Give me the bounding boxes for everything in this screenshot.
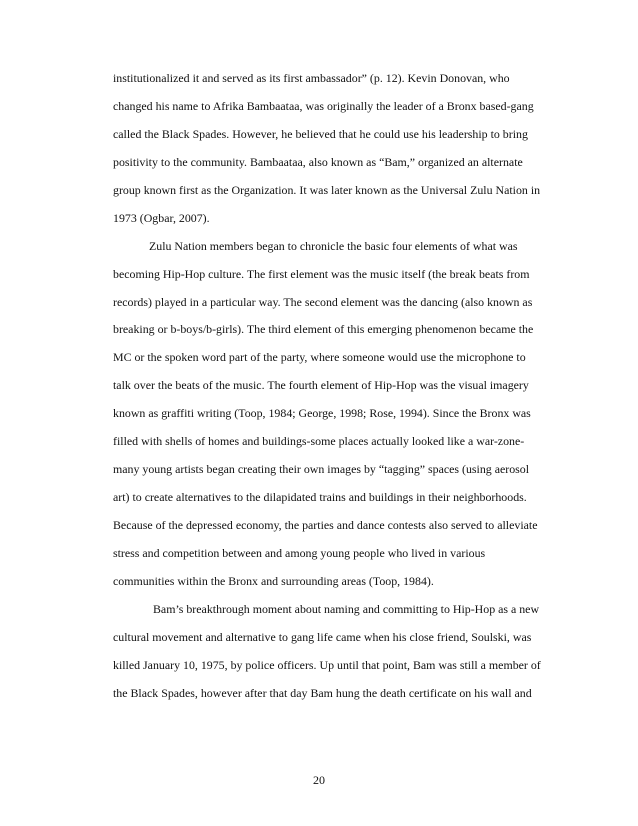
text-line: Because of the depressed economy, the parties and dance contests also served to alleviate: [113, 518, 538, 532]
body-text: [113, 65, 541, 708]
text-line: killed January 10, 1975, by police officers. Up until that point, Bam was still a member of: [113, 657, 541, 672]
text-line: the Black Spades, however after that day Bam hung the death certificate on his wall and: [113, 685, 532, 700]
text-line: MC or the spoken word part of the party, where someone would use the microphone to: [113, 350, 526, 365]
text-line: called the Black Spades. However, he believed that he could use his leadership to bring: [113, 126, 528, 141]
text-line: institutionalized it and served as its first ambassador” (p. 12). Kevin Donovan, who: [113, 71, 510, 85]
text-line: becoming Hip-Hop culture. The first element was the music itself (the break beats from: [113, 266, 530, 281]
text-line: art) to create alternatives to the dilapidated trains and buildings in their neighborhoods.: [113, 490, 527, 505]
text-line: changed his name to Afrika Bambaataa, was originally the leader of a Bronx based-gang: [113, 98, 534, 113]
text-line: cultural movement and alternative to gang life came when his close friend, Soulski, was: [113, 629, 532, 644]
page-number: 20: [313, 773, 325, 787]
paragraph-first-line: Zulu Nation members began to chronicle the basic four elements of what was: [149, 238, 518, 253]
text-line: filled with shells of homes and buildings-some places actually looked like a war-zone-: [113, 434, 525, 449]
text-line: known as graffiti writing (Toop, 1984; George, 1998; Rose, 1994). Since the Bronx was: [113, 406, 531, 421]
text-line: talk over the beats of the music. The fourth element of Hip-Hop was the visual imagery: [113, 378, 529, 393]
paragraph-first-line: Bam’s breakthrough moment about naming and committing to Hip-Hop as a new: [153, 601, 540, 616]
text-line: stress and competition between and among young people who lived in various: [113, 545, 486, 560]
text-line: communities within the Bronx and surrounding areas (Toop, 1984).: [113, 573, 434, 588]
text-line: 1973 (Ogbar, 2007).: [113, 210, 210, 225]
text-line: group known first as the Organization. It was later known as the Universal Zulu Nation in: [113, 182, 541, 197]
text-line: records) played in a particular way. The second element was the dancing (also known as: [113, 294, 533, 309]
text-line: many young artists began creating their own images by “tagging” spaces (using aerosol: [113, 462, 530, 477]
text-line: positivity to the community. Bambaataa, also known as “Bam,” organized an alternate: [113, 154, 523, 169]
text-line: breaking or b-boys/b-girls). The third element of this emerging phenomenon became the: [113, 322, 534, 337]
